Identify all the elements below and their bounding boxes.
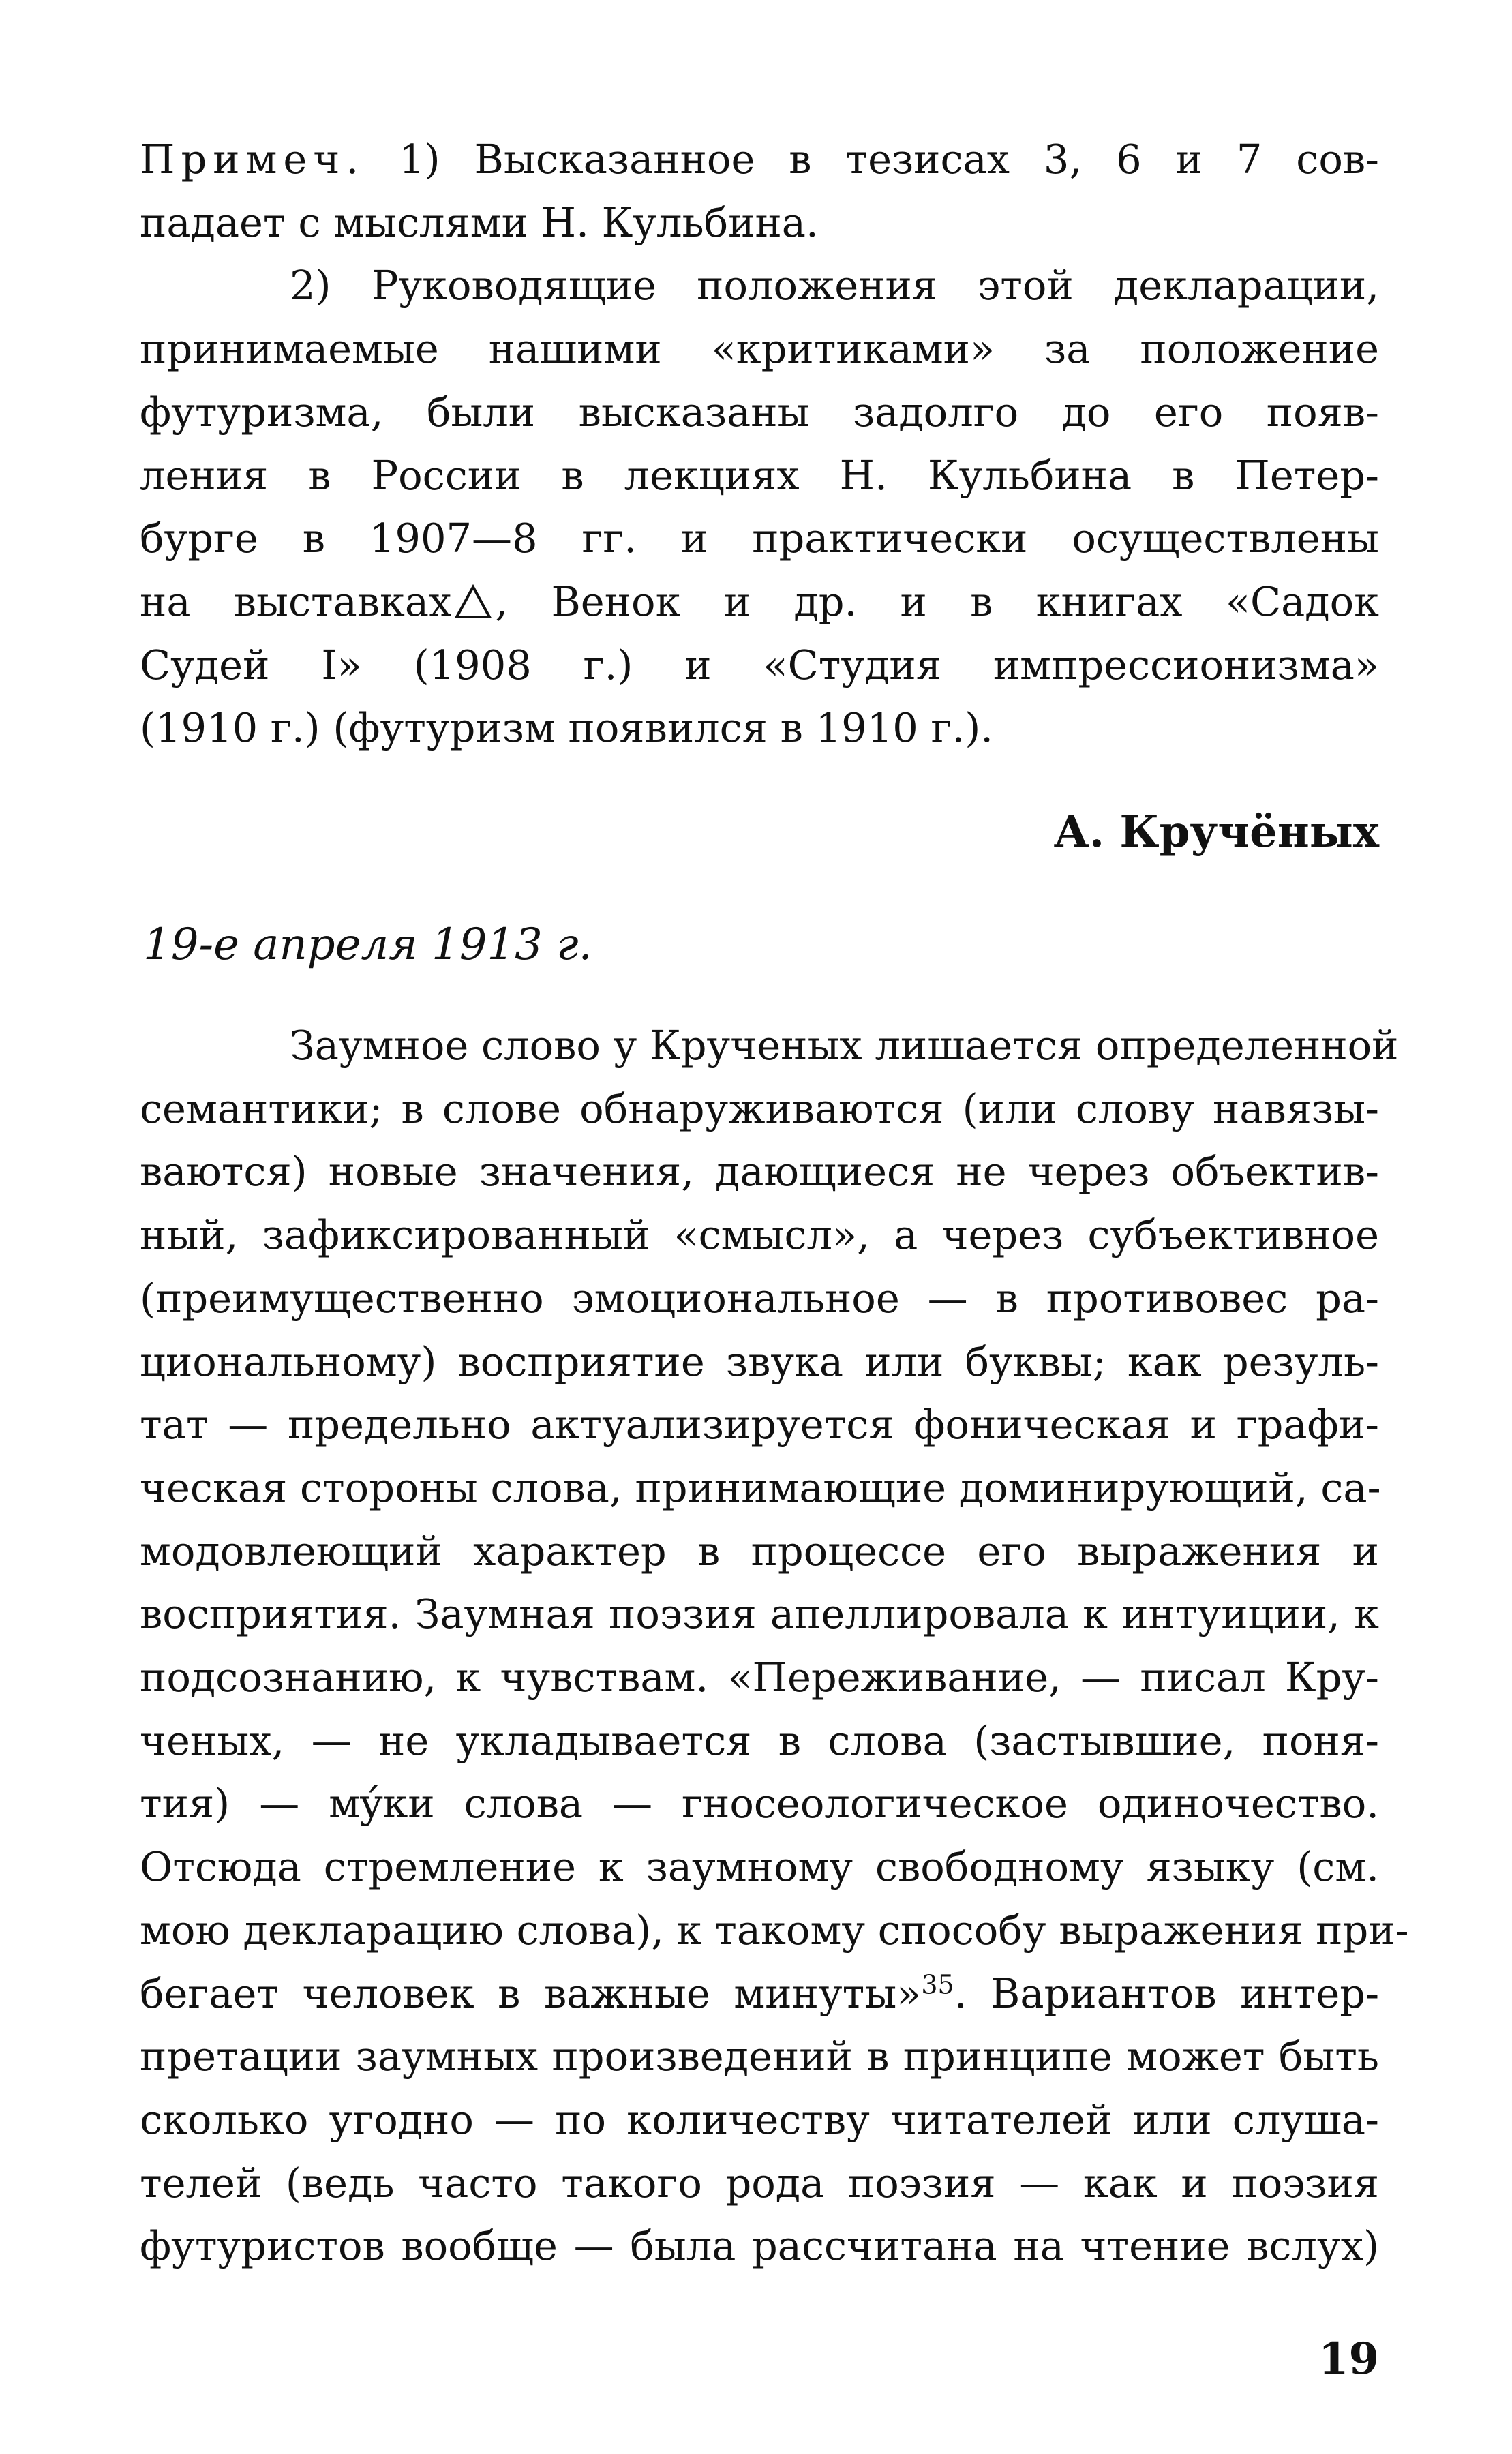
body-line: Отсюда стремление к заумному свободному языку (см. xyxy=(140,1843,1379,1891)
body-line: (преимущественно эмоциональное — в противовес ра- xyxy=(140,1274,1379,1322)
triangle-icon xyxy=(454,584,492,620)
footnote-reference[interactable]: 35 xyxy=(921,1969,954,1999)
date-line: 19-е апреля 1913 г. xyxy=(143,920,592,970)
note-label: Примеч. xyxy=(140,136,365,183)
note-line: падает с мыслями Н. Кульбина. xyxy=(140,198,819,246)
body-line: циональному) восприятие звука или буквы; как резуль- xyxy=(140,1337,1379,1385)
note-line: 2) Руководящие положения этой декларации, xyxy=(290,262,1379,309)
note-block xyxy=(140,128,1379,760)
body-line-footnote xyxy=(140,1963,1379,2026)
note-line: Судей I» (1908 г.) и «Студия импрессионизма» xyxy=(140,641,1379,688)
body-line: сколько угодно — по количеству читателей или слуша- xyxy=(140,2095,1379,2143)
note-line: (1910 г.) (футуризм появился в 1910 г.). xyxy=(140,704,993,752)
body-line: семантики; в слове обнаруживаются (или слову навязы- xyxy=(140,1085,1379,1132)
note-line: бурге в 1907—8 гг. и практически осуществлены xyxy=(140,515,1379,562)
note-line: ления в России в лекциях Н. Кульбина в Петер- xyxy=(140,451,1379,499)
body-line: ный, зафиксированный «смысл», а через субъективное xyxy=(140,1211,1379,1259)
body-line: подсознанию, к чувствам. «Переживание, — писал Кру- xyxy=(140,1654,1379,1701)
body-line: футуристов вообще — была рассчитана на чтение вслух) xyxy=(140,2222,1379,2270)
note-text: на выставках xyxy=(140,577,452,625)
signature: А. Кручёных xyxy=(1053,806,1379,858)
body-line: претации заумных произведений в принципе может быть xyxy=(140,2033,1379,2080)
page-number: 19 xyxy=(1318,2333,1379,2384)
body-block xyxy=(140,1014,1409,2278)
body-line: Заумное слово у Крученых лишается определенной xyxy=(290,1022,1399,1069)
body-line: телей (ведь часто такого рода поэзия — как и поэзия xyxy=(140,2159,1379,2207)
body-line: ченых, — не укладывается в слова (застывшие, поня- xyxy=(140,1716,1379,1764)
body-line: мою декларацию слова), к такому способу выражения при- xyxy=(140,1906,1409,1954)
body-line: тия) — мýки слова — гносеологическое одиночество. xyxy=(140,1780,1379,1828)
body-line: модовлеющий характер в процессе его выражения и xyxy=(140,1527,1379,1575)
body-text: . Вариантов интер- xyxy=(954,1969,1380,2017)
note-line: футуризма, были высказаны задолго до его появ- xyxy=(140,388,1379,436)
body-text: бегает человек в важные минуты» xyxy=(140,1969,922,2017)
note-line xyxy=(140,128,1379,192)
body-line: восприятия. Заумная поэзия апеллировала к интуиции, к xyxy=(140,1590,1379,1638)
note-text: , Венок и др. и в книгах «Садок xyxy=(495,577,1380,625)
note-line: принимаемые нашими «критиками» за положение xyxy=(140,325,1379,373)
body-line: ческая стороны слова, принимающие доминирующий, са- xyxy=(140,1464,1381,1511)
note-text: 1) Высказанное в тезисах 3, 6 и 7 сов- xyxy=(365,136,1379,183)
note-line-triangle xyxy=(140,571,1379,634)
body-line: тат — предельно актуализируется фоническая и графи- xyxy=(140,1401,1379,1449)
body-line: ваются) новые значения, дающиеся не через объектив- xyxy=(140,1148,1379,1196)
